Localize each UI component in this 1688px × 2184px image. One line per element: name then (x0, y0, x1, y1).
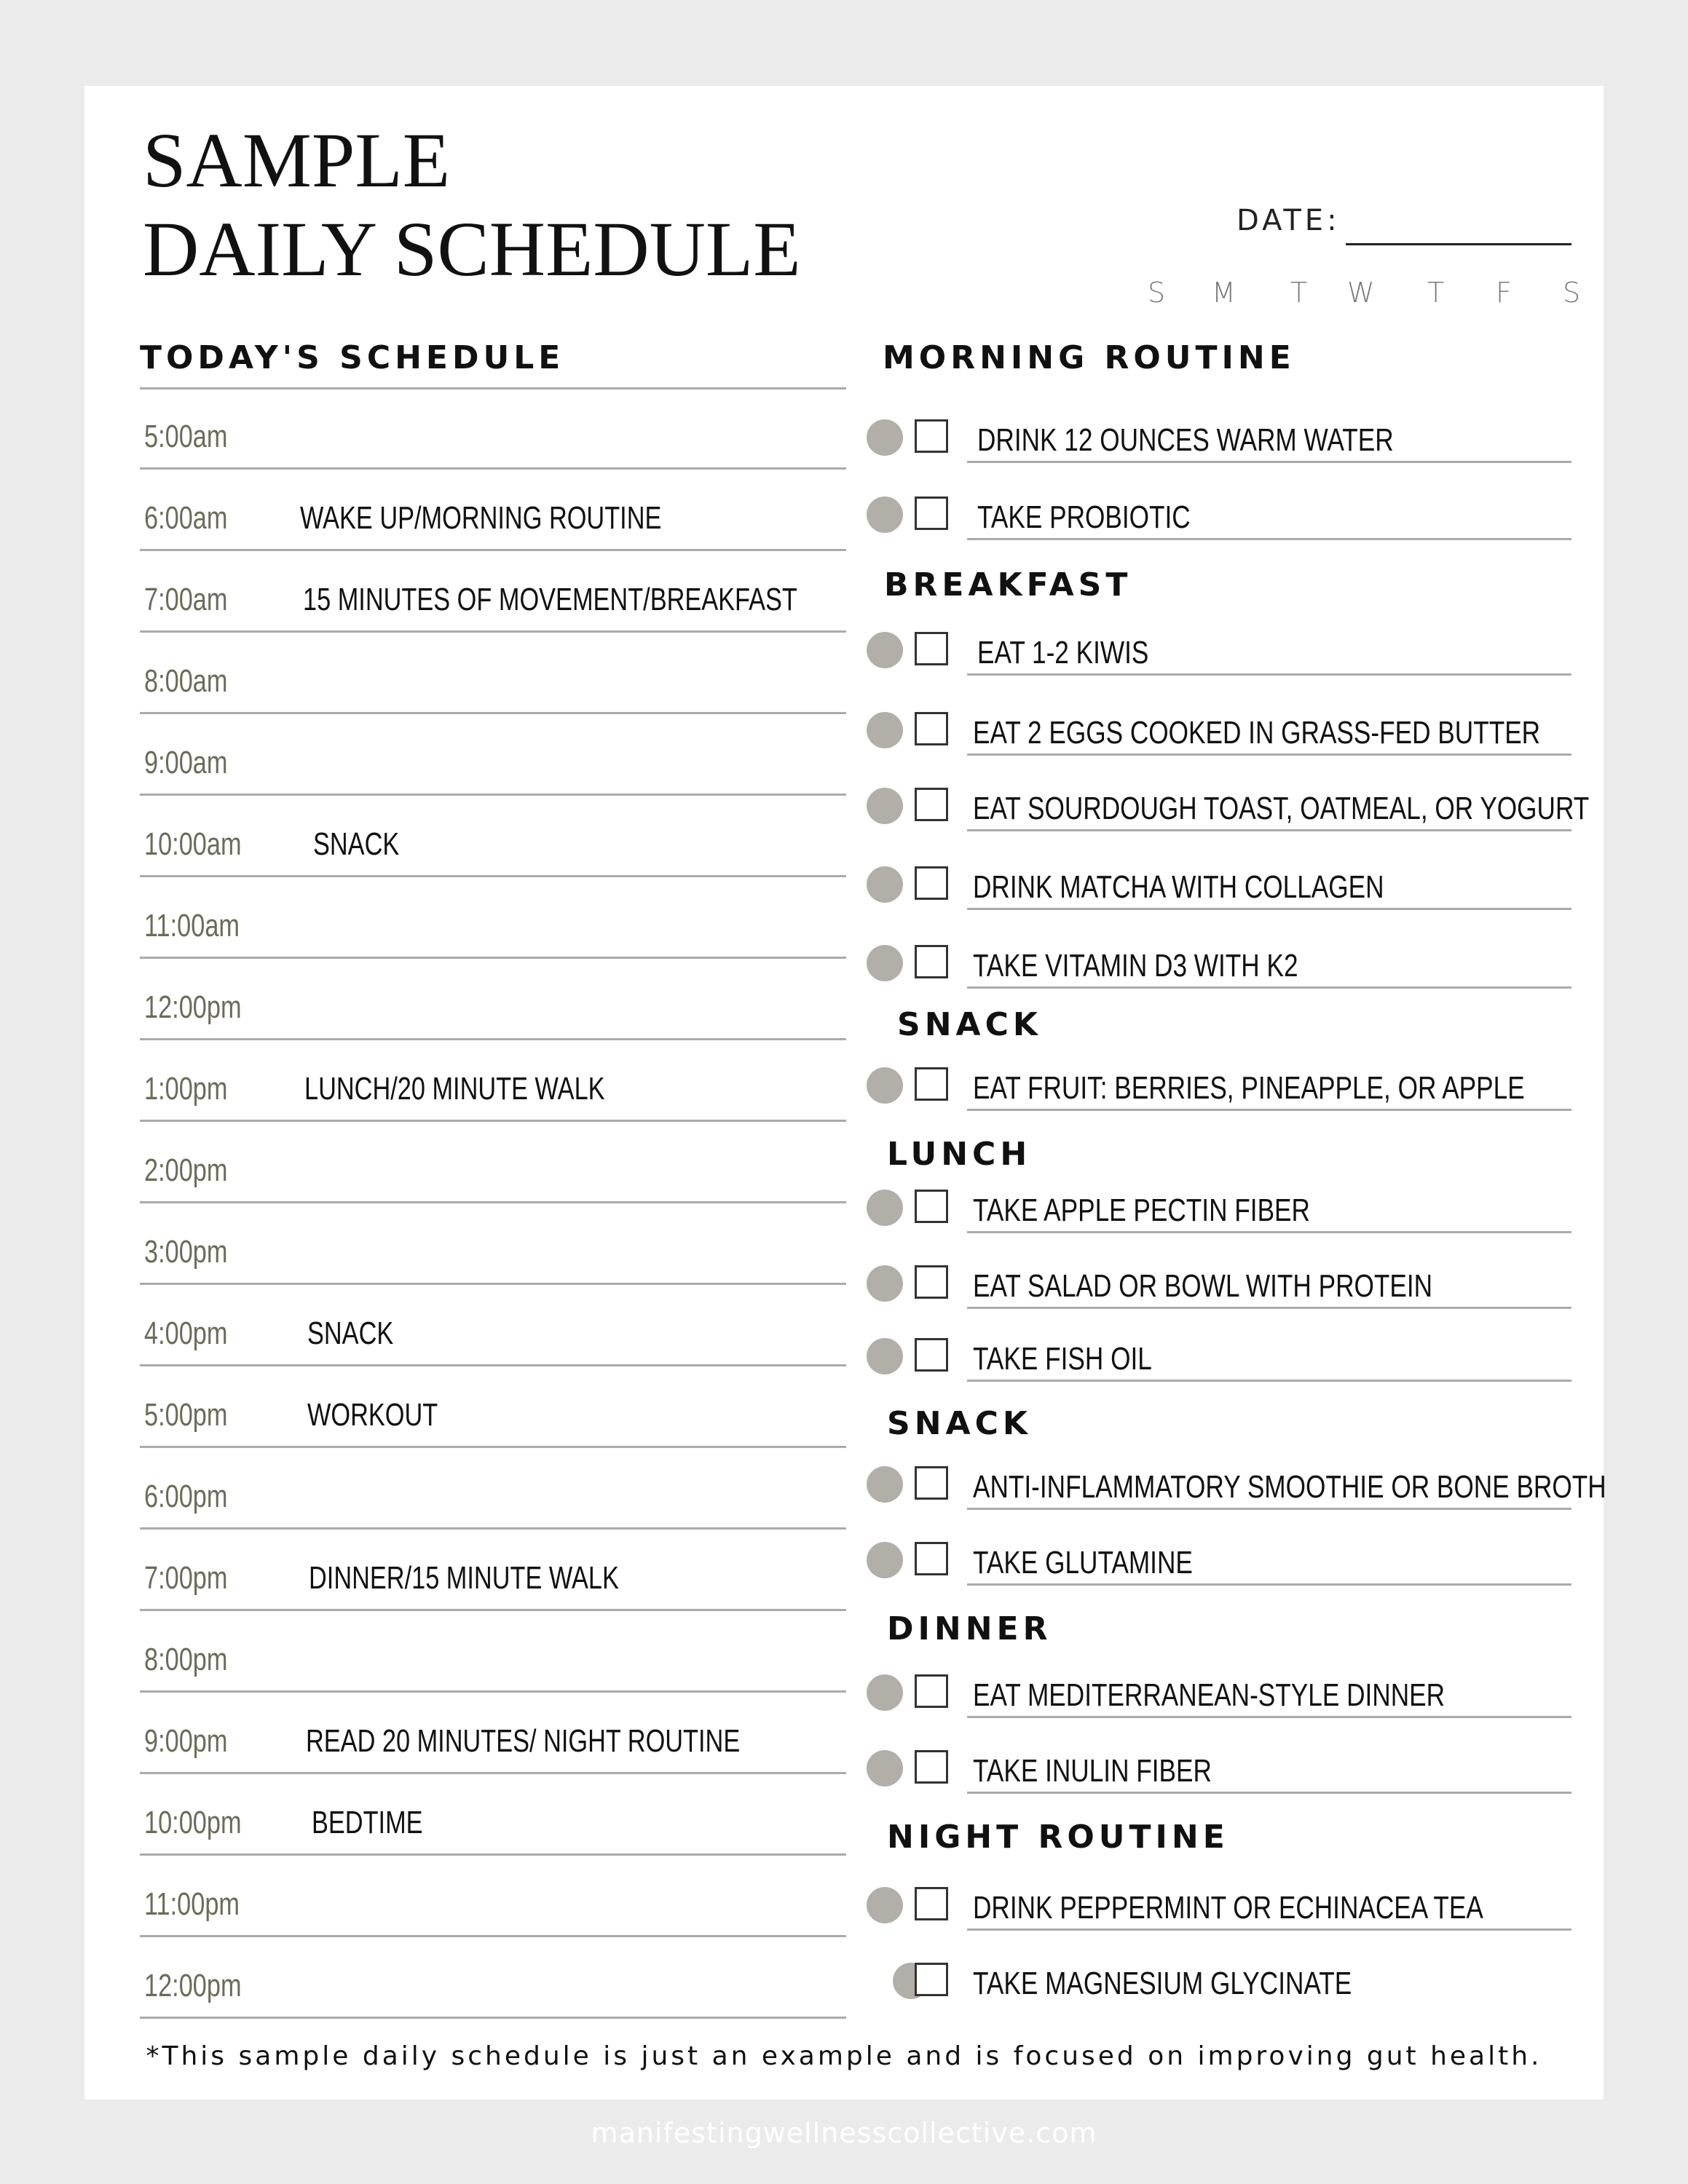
row-task: DINNER/15 MINUTE WALK (309, 1560, 619, 1596)
status-dot (867, 1338, 903, 1374)
schedule-row[interactable] (140, 714, 846, 796)
schedule-row[interactable] (140, 551, 846, 633)
item-underline (967, 908, 1571, 910)
status-dot (867, 712, 903, 748)
item-underline (967, 1928, 1571, 1931)
checkbox[interactable] (915, 866, 948, 900)
row-time: 9:00pm (144, 1723, 228, 1759)
status-dot (867, 788, 903, 824)
row-divider (140, 2017, 846, 2019)
row-time: 9:00am (144, 745, 228, 780)
row-task: WORKOUT (307, 1397, 438, 1433)
item-underline (967, 986, 1571, 989)
section-heading-snack-2: SNACK (887, 1405, 1032, 1442)
footnote: *This sample daily schedule is just an example and is focused on improving gut health. (146, 2041, 1542, 2071)
day-monday[interactable]: M (1212, 277, 1236, 309)
checklist-item[interactable] (864, 859, 1577, 910)
checklist-item[interactable] (864, 489, 1577, 540)
schedule-row[interactable] (140, 877, 846, 959)
day-sunday[interactable]: S (1148, 277, 1166, 309)
status-dot (867, 1067, 903, 1104)
schedule-row[interactable] (140, 1530, 846, 1611)
status-dot (867, 1674, 903, 1711)
item-underline (967, 1231, 1571, 1233)
row-time: 12:00pm (144, 989, 242, 1025)
status-dot (867, 945, 903, 981)
row-task: WAKE UP/MORNING ROUTINE (300, 500, 662, 536)
checklist-item[interactable] (864, 1880, 1577, 1931)
schedule-row[interactable] (140, 1366, 846, 1448)
item-label: EAT SOURDOUGH TOAST, OATMEAL, OR YOGURT (973, 791, 1590, 826)
schedule-row[interactable] (140, 796, 846, 877)
checkbox[interactable] (915, 1674, 948, 1708)
item-label: TAKE FISH OIL (973, 1341, 1152, 1377)
day-thursday[interactable]: T (1427, 277, 1445, 309)
schedule-row[interactable] (140, 470, 846, 551)
checkbox[interactable] (915, 419, 948, 453)
item-underline (967, 1508, 1571, 1510)
item-label: DRINK 12 OUNCES WARM WATER (977, 422, 1394, 458)
section-heading-breakfast: BREAKFAST (884, 566, 1132, 604)
day-friday[interactable]: F (1496, 277, 1512, 309)
row-time: 6:00pm (144, 1479, 228, 1514)
day-tuesday[interactable]: T (1290, 277, 1308, 309)
checkbox[interactable] (915, 712, 948, 745)
checklist-item[interactable] (864, 625, 1577, 676)
title-line-2: DAILY SCHEDULE (143, 207, 801, 293)
date-field[interactable] (1346, 243, 1571, 245)
item-label: EAT MEDITERRANEAN-STYLE DINNER (973, 1677, 1446, 1713)
checklist-item[interactable] (864, 1535, 1577, 1586)
checkbox[interactable] (915, 496, 948, 530)
item-label: EAT 1-2 KIWIS (977, 635, 1149, 670)
row-task: LUNCH/20 MINUTE WALK (304, 1071, 605, 1107)
checklist-item[interactable] (864, 938, 1577, 989)
weekday-selector (0, 277, 1688, 313)
checkbox[interactable] (915, 1190, 948, 1223)
section-heading-lunch: LUNCH (887, 1136, 1032, 1173)
row-time: 10:00am (144, 826, 242, 862)
checklist-item[interactable] (864, 1743, 1577, 1794)
checklist-item[interactable] (864, 1182, 1577, 1233)
row-time: 11:00am (144, 908, 240, 943)
item-label: TAKE GLUTAMINE (973, 1545, 1193, 1580)
checkbox[interactable] (915, 1067, 948, 1101)
item-underline (967, 829, 1571, 831)
day-saturday[interactable]: S (1563, 277, 1581, 309)
section-heading-snack: SNACK (897, 1006, 1042, 1043)
schedule-row[interactable] (140, 1203, 846, 1285)
item-label: EAT FRUIT: BERRIES, PINEAPPLE, OR APPLE (973, 1070, 1525, 1106)
checkbox[interactable] (915, 1542, 948, 1575)
schedule-row[interactable] (140, 1040, 846, 1122)
checklist-item[interactable] (864, 1331, 1577, 1382)
day-wednesday[interactable]: W (1347, 277, 1375, 309)
checklist-item[interactable] (864, 1667, 1577, 1718)
row-time: 2:00pm (144, 1152, 228, 1188)
row-time: 7:00pm (144, 1560, 228, 1596)
item-label: TAKE APPLE PECTIN FIBER (973, 1192, 1310, 1228)
footer-website: manifestingwellnesscollective.com (591, 2117, 1097, 2149)
item-underline (967, 1792, 1571, 1794)
checkbox[interactable] (915, 1887, 948, 1920)
schedule-row[interactable] (140, 1937, 846, 2019)
checklist-item[interactable] (864, 1060, 1577, 1111)
status-dot (867, 1887, 903, 1923)
status-dot (867, 866, 903, 903)
schedule-row[interactable] (140, 1774, 846, 1856)
row-time: 12:00pm (144, 1968, 242, 2003)
status-dot (867, 1265, 903, 1302)
item-label: DRINK MATCHA WITH COLLAGEN (973, 869, 1384, 905)
row-time: 11:00pm (144, 1886, 240, 1922)
status-dot (867, 419, 903, 456)
row-time: 5:00am (144, 419, 228, 454)
row-task: SNACK (307, 1315, 394, 1351)
schedule-row[interactable] (140, 388, 846, 470)
item-underline (967, 1109, 1571, 1111)
item-underline (967, 753, 1571, 756)
checkbox[interactable] (915, 632, 948, 665)
title-line-1: SAMPLE (143, 118, 451, 204)
status-dot (867, 1542, 903, 1578)
item-underline (967, 1583, 1571, 1586)
section-heading-night-routine: NIGHT ROUTINE (887, 1819, 1229, 1856)
checklist-item[interactable] (864, 705, 1577, 756)
item-label: ANTI-INFLAMMATORY SMOOTHIE OR BONE BROTH (973, 1469, 1606, 1505)
row-task: SNACK (313, 826, 400, 862)
section-heading-dinner: DINNER (887, 1610, 1052, 1647)
row-time: 10:00pm (144, 1805, 242, 1840)
schedule-heading: TODAY'S SCHEDULE (140, 339, 565, 376)
item-label: TAKE PROBIOTIC (977, 499, 1191, 535)
item-underline (967, 1307, 1571, 1309)
row-time: 8:00am (144, 663, 228, 699)
item-label: TAKE MAGNESIUM GLYCINATE (973, 1966, 1352, 2001)
row-task: BEDTIME (312, 1805, 423, 1840)
schedule-row[interactable] (140, 959, 846, 1040)
status-dot (867, 1190, 903, 1226)
row-task: 15 MINUTES OF MOVEMENT/BREAKFAST (303, 582, 797, 617)
schedule-row[interactable] (140, 1448, 846, 1530)
checkbox[interactable] (915, 1338, 948, 1372)
status-dot (867, 1466, 903, 1503)
item-label: DRINK PEPPERMINT OR ECHINACEA TEA (973, 1890, 1483, 1926)
page-title (143, 116, 801, 294)
item-underline (967, 1716, 1571, 1718)
row-task: READ 20 MINUTES/ NIGHT ROUTINE (306, 1723, 741, 1759)
schedule-row[interactable] (140, 1856, 846, 1937)
row-time: 1:00pm (144, 1071, 228, 1107)
row-time: 3:00pm (144, 1234, 228, 1270)
row-time: 8:00pm (144, 1642, 228, 1677)
checklist-item[interactable] (864, 1459, 1606, 1510)
section-heading-morning-routine: MORNING ROUTINE (883, 339, 1295, 376)
status-dot (867, 496, 903, 533)
item-underline (967, 538, 1571, 540)
status-dot (867, 1750, 903, 1787)
schedule-row[interactable] (140, 633, 846, 714)
status-dot (867, 632, 903, 668)
item-label: TAKE VITAMIN D3 WITH K2 (973, 948, 1298, 984)
checklist-item[interactable] (864, 780, 1590, 831)
checkbox[interactable] (915, 1963, 948, 1996)
item-label: TAKE INULIN FIBER (973, 1753, 1212, 1789)
row-time: 5:00pm (144, 1397, 228, 1433)
row-time: 4:00pm (144, 1315, 228, 1351)
item-underline (967, 461, 1571, 463)
schedule-row[interactable] (140, 1285, 846, 1366)
row-time: 6:00am (144, 500, 228, 536)
schedule-row[interactable] (140, 1611, 846, 1693)
item-underline (967, 1380, 1571, 1382)
item-underline (967, 673, 1571, 676)
date-label: DATE: (1237, 204, 1341, 237)
item-label: EAT SALAD OR BOWL WITH PROTEIN (973, 1268, 1433, 1304)
schedule-row[interactable] (140, 1122, 846, 1203)
checkbox[interactable] (915, 1750, 948, 1784)
checkbox[interactable] (915, 788, 948, 821)
checklist-item[interactable] (864, 412, 1577, 463)
item-label: EAT 2 EGGS COOKED IN GRASS-FED BUTTER (973, 715, 1541, 751)
row-time: 7:00am (144, 582, 228, 617)
checkbox[interactable] (915, 945, 948, 978)
checkbox[interactable] (915, 1265, 948, 1299)
schedule-row[interactable] (140, 1693, 846, 1774)
checklist-item[interactable] (864, 1955, 1577, 2006)
checklist-item[interactable] (864, 1258, 1577, 1309)
checkbox[interactable] (915, 1466, 948, 1500)
